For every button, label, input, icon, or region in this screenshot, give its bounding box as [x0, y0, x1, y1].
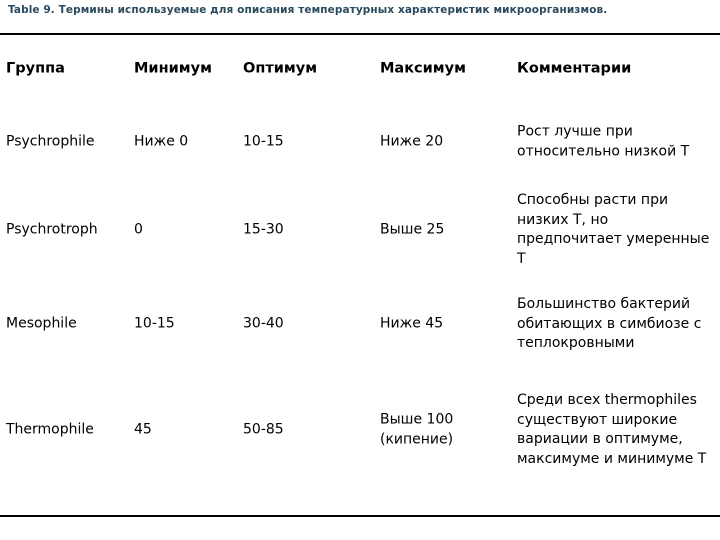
- cell-group: Mesophile: [6, 315, 77, 332]
- table-bottom-rule: [0, 515, 720, 517]
- cell-minimum: 0: [134, 221, 143, 238]
- cell-optimum: 15-30: [243, 221, 284, 238]
- header-minimum: Минимум: [134, 60, 212, 77]
- cell-maximum: Выше 100 (кипение): [380, 411, 454, 447]
- cell-comment: Среди всех thermophiles существуют широкие вариации в оптимуме, максимуме и минимуме Т: [517, 392, 707, 467]
- cell-maximum: Ниже 45: [380, 315, 444, 332]
- cell-minimum: 45: [134, 421, 152, 438]
- cell-minimum: 10-15: [134, 315, 175, 332]
- header-comments: Комментарии: [517, 60, 632, 77]
- cell-comment: Способны расти при низких Т, но предпочитает умеренные Т: [517, 192, 710, 267]
- cell-group: Psychrotroph: [6, 221, 98, 238]
- cell-maximum: Ниже 20: [380, 133, 444, 150]
- table-top-rule: [0, 33, 720, 35]
- cell-optimum: 10-15: [243, 133, 284, 150]
- cell-maximum: Выше 25: [380, 221, 445, 238]
- header-group: Группа: [6, 60, 65, 77]
- cell-comment: Большинство бактерий обитающих в симбиозе с теплокровными: [517, 295, 702, 351]
- table-caption: Table 9. Термины используемые для описания температурных характеристик микроорганизмов.: [8, 4, 608, 16]
- cell-group: Psychrophile: [6, 133, 95, 150]
- header-optimum: Оптимум: [243, 60, 318, 77]
- cell-minimum: Ниже 0: [134, 133, 189, 150]
- cell-optimum: 30-40: [243, 315, 284, 332]
- cell-optimum: 50-85: [243, 421, 284, 438]
- cell-group: Thermophile: [6, 421, 94, 438]
- cell-comment: Рост лучше при относительно низкой Т: [517, 123, 690, 159]
- header-maximum: Максимум: [380, 60, 466, 77]
